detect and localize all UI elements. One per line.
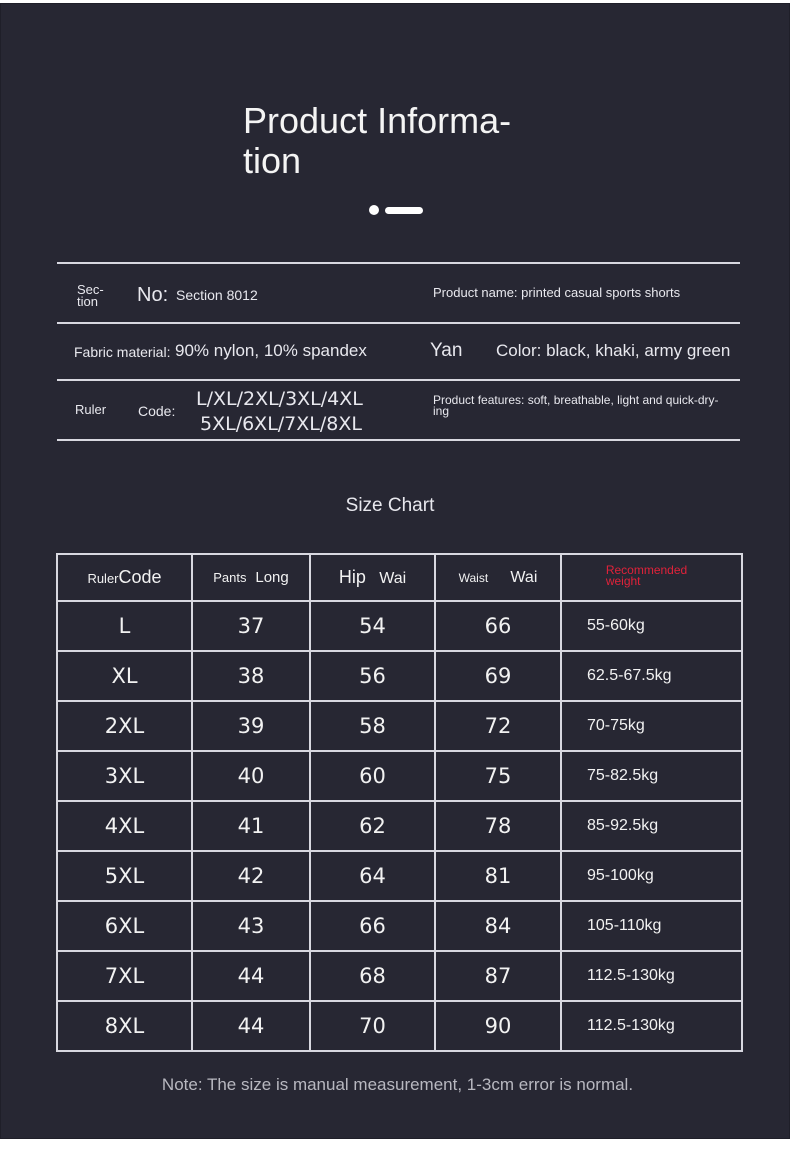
hip-cell: 58 [310, 701, 435, 751]
size-cell: XL [57, 651, 192, 701]
pants-cell: 38 [192, 651, 310, 701]
header-label: Wai [379, 570, 407, 587]
product-features: Product features: soft, breathable, light and quick-dry- ing [433, 393, 719, 418]
table-row [57, 651, 742, 701]
page-title: Product Informa- tion [243, 100, 512, 181]
yan-label: Yan [430, 340, 463, 361]
size-cell: 7XL [57, 951, 192, 1001]
header-size-code [57, 554, 192, 601]
waist-cell: 78 [435, 801, 561, 851]
hip-cell: 62 [310, 801, 435, 851]
header-label: Recommended weight [605, 563, 688, 588]
title-decoration [369, 205, 429, 215]
pants-cell: 44 [192, 1001, 310, 1051]
waist-cell: 75 [435, 751, 561, 801]
size-cell: 4XL [57, 801, 192, 851]
pants-cell: 43 [192, 901, 310, 951]
size-cell: 6XL [57, 901, 192, 951]
hip-cell: 60 [310, 751, 435, 801]
weight-cell: 55-60kg [561, 601, 742, 651]
waist-cell: 90 [435, 1001, 561, 1051]
dot-icon [369, 205, 379, 215]
header-label: Hip [338, 567, 366, 587]
product-name: Product name: printed casual sports shorts [433, 285, 681, 300]
sizes-line-2: 5XL/6XL/7XL/8XL [200, 413, 362, 435]
pants-cell: 44 [192, 951, 310, 1001]
pants-cell: 41 [192, 801, 310, 851]
table-row [57, 751, 742, 801]
weight-cell: 75-82.5kg [561, 751, 742, 801]
measurement-note: Note: The size is manual measurement, 1-3cm error is normal. [161, 1075, 634, 1094]
table-row [57, 701, 742, 751]
size-cell: 8XL [57, 1001, 192, 1051]
waist-cell: 69 [435, 651, 561, 701]
table-header-row [57, 554, 742, 601]
table-row [57, 851, 742, 901]
fabric-value: 90% nylon, 10% spandex [175, 341, 367, 360]
no-label: No: [137, 284, 169, 306]
style-number: Section 8012 [176, 287, 258, 303]
header-hip [310, 554, 435, 601]
weight-cell: 95-100kg [561, 851, 742, 901]
table-row [57, 901, 742, 951]
header-weight [561, 554, 742, 601]
fabric-label: Fabric material: [74, 344, 171, 360]
divider [57, 379, 740, 381]
divider [57, 322, 740, 324]
table-row [57, 601, 742, 651]
waist-cell: 72 [435, 701, 561, 751]
header-label: Ruler [87, 571, 119, 586]
size-cell: 5XL [57, 851, 192, 901]
waist-cell: 87 [435, 951, 561, 1001]
size-chart-table [56, 553, 743, 1052]
pants-cell: 40 [192, 751, 310, 801]
pants-cell: 39 [192, 701, 310, 751]
header-label: Wai [510, 568, 538, 586]
divider [57, 439, 740, 441]
weight-cell: 70-75kg [561, 701, 742, 751]
hip-cell: 68 [310, 951, 435, 1001]
hip-cell: 70 [310, 1001, 435, 1051]
size-cell: L [57, 601, 192, 651]
header-pants-length [192, 554, 310, 601]
weight-cell: 112.5-130kg [561, 1001, 742, 1051]
hip-cell: 56 [310, 651, 435, 701]
color-info: Color: black, khaki, army green [496, 341, 731, 360]
pants-cell: 37 [192, 601, 310, 651]
sizes-line-1: L/XL/2XL/3XL/4XL [196, 388, 363, 410]
hip-cell: 66 [310, 901, 435, 951]
size-cell: 3XL [57, 751, 192, 801]
table-row [57, 801, 742, 851]
code-label: Code: [138, 403, 176, 419]
size-cell: 2XL [57, 701, 192, 751]
weight-cell: 62.5-67.5kg [561, 651, 742, 701]
weight-cell: 85-92.5kg [561, 801, 742, 851]
hip-cell: 64 [310, 851, 435, 901]
header-waist [435, 554, 561, 601]
waist-cell: 84 [435, 901, 561, 951]
table-row [57, 1001, 742, 1051]
header-label: Long [255, 568, 289, 586]
ruler-label: Ruler [75, 402, 107, 417]
pants-cell: 42 [192, 851, 310, 901]
weight-cell: 112.5-130kg [561, 951, 742, 1001]
dash-icon [385, 207, 423, 214]
hip-cell: 54 [310, 601, 435, 651]
table-row [57, 951, 742, 1001]
waist-cell: 81 [435, 851, 561, 901]
header-label: Waist [458, 570, 489, 585]
size-chart-title: Size Chart [345, 495, 435, 516]
section-label: Sec- tion [77, 282, 104, 309]
waist-cell: 66 [435, 601, 561, 651]
weight-cell: 105-110kg [561, 901, 742, 951]
header-label: Code [118, 567, 162, 587]
header-label: Pants [213, 569, 247, 585]
divider [57, 262, 740, 264]
